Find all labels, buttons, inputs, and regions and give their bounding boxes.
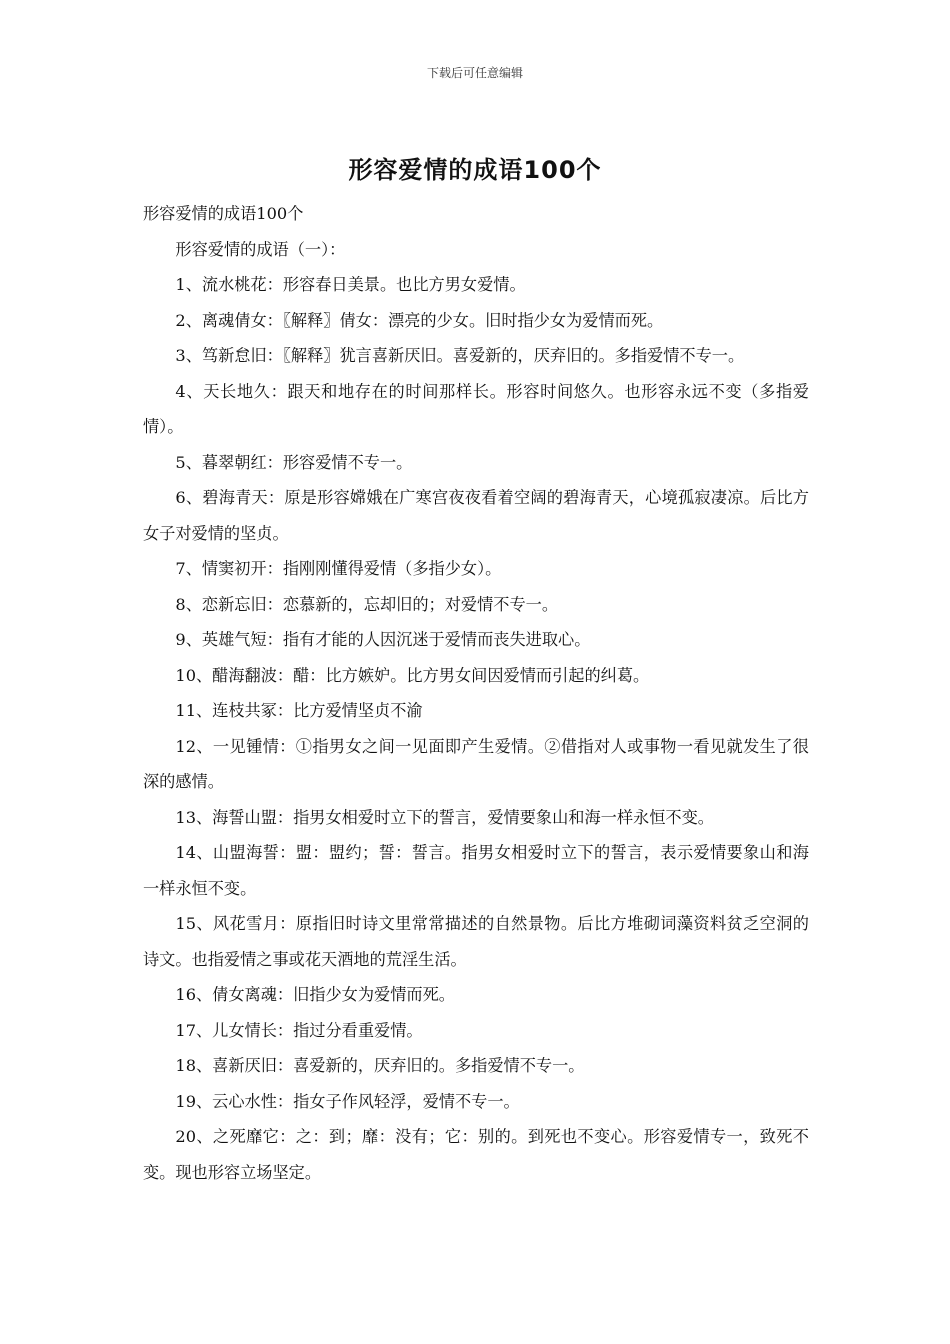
section-heading: 形容爱情的成语（一）： <box>175 239 346 259</box>
idiom-entry: 6、碧海青天：原是形容嫦娥在广寒宫夜夜看着空阔的碧海青天，心境孤寂凄凉。后比方女子对爱情的坚贞。 <box>143 488 809 543</box>
idiom-entry: 7、情窦初开：指刚刚懂得爱情（多指少女）。 <box>175 559 502 578</box>
idiom-entry: 1、流水桃花：形容春日美景。也比方男女爱情。 <box>175 275 526 294</box>
idiom-entry: 3、笃新怠旧：〖解释〗犹言喜新厌旧。喜爱新的，厌弃旧的。多指爱情不专一。 <box>175 346 745 365</box>
idiom-entry: 20、之死靡它：之：到；靡：没有；它：别的。到死也不变心。形容爱情专一，致死不变。现也形容立场坚定。 <box>143 1127 809 1182</box>
document-body <box>143 196 809 1190</box>
idiom-entry: 4、天长地久：跟天和地存在的时间那样长。形容时间悠久。也形容永远不变（多指爱情）。 <box>143 381 809 436</box>
idiom-entry: 16、倩女离魂：旧指少女为爱情而死。 <box>175 985 455 1004</box>
idiom-entry: 9、英雄气短：指有才能的人因沉迷于爱情而丧失进取心。 <box>175 630 591 649</box>
idiom-entry: 18、喜新厌旧：喜爱新的，厌弃旧的。多指爱情不专一。 <box>175 1056 585 1075</box>
idiom-entry: 12、一见锺情：①指男女之间一见面即产生爱情。②借指对人或事物一看见就发生了很深的感情。 <box>143 736 809 791</box>
idiom-entry: 14、山盟海誓：盟：盟约；誓：誓言。指男女相爱时立下的誓言，表示爱情要象山和海一样永恒不变。 <box>143 843 809 898</box>
idiom-entry: 10、醋海翻波：醋：比方嫉妒。比方男女间因爱情而引起的纠葛。 <box>175 665 650 685</box>
document-subtitle: 形容爱情的成语100个 <box>143 204 304 223</box>
idiom-entry: 11、连枝共冢：比方爱情坚贞不渝 <box>175 701 423 720</box>
idiom-entry: 13、海誓山盟：指男女相爱时立下的誓言，爱情要象山和海一样永恒不变。 <box>175 807 714 827</box>
idiom-entry: 8、恋新忘旧：恋慕新的，忘却旧的；对爱情不专一。 <box>175 594 559 614</box>
idiom-entry: 15、风花雪月：原指旧时诗文里常常描述的自然景物。后比方堆砌词藻资料贫乏空洞的诗文。也指爱情之事或花天酒地的荒淫生活。 <box>143 914 809 969</box>
idiom-entry: 19、云心水性：指女子作风轻浮，爱情不专一。 <box>175 1091 520 1111</box>
page-header-note: 下载后可任意编辑 <box>426 66 523 80</box>
idiom-entry: 2、离魂倩女：〖解释〗倩女：漂亮的少女。旧时指少女为爱情而死。 <box>175 310 664 330</box>
document-title: 形容爱情的成语100个 <box>348 156 602 184</box>
idiom-entry: 17、儿女情长：指过分看重爱情。 <box>175 1020 423 1040</box>
idiom-entry: 5、暮翠朝红：形容爱情不专一。 <box>175 452 413 472</box>
